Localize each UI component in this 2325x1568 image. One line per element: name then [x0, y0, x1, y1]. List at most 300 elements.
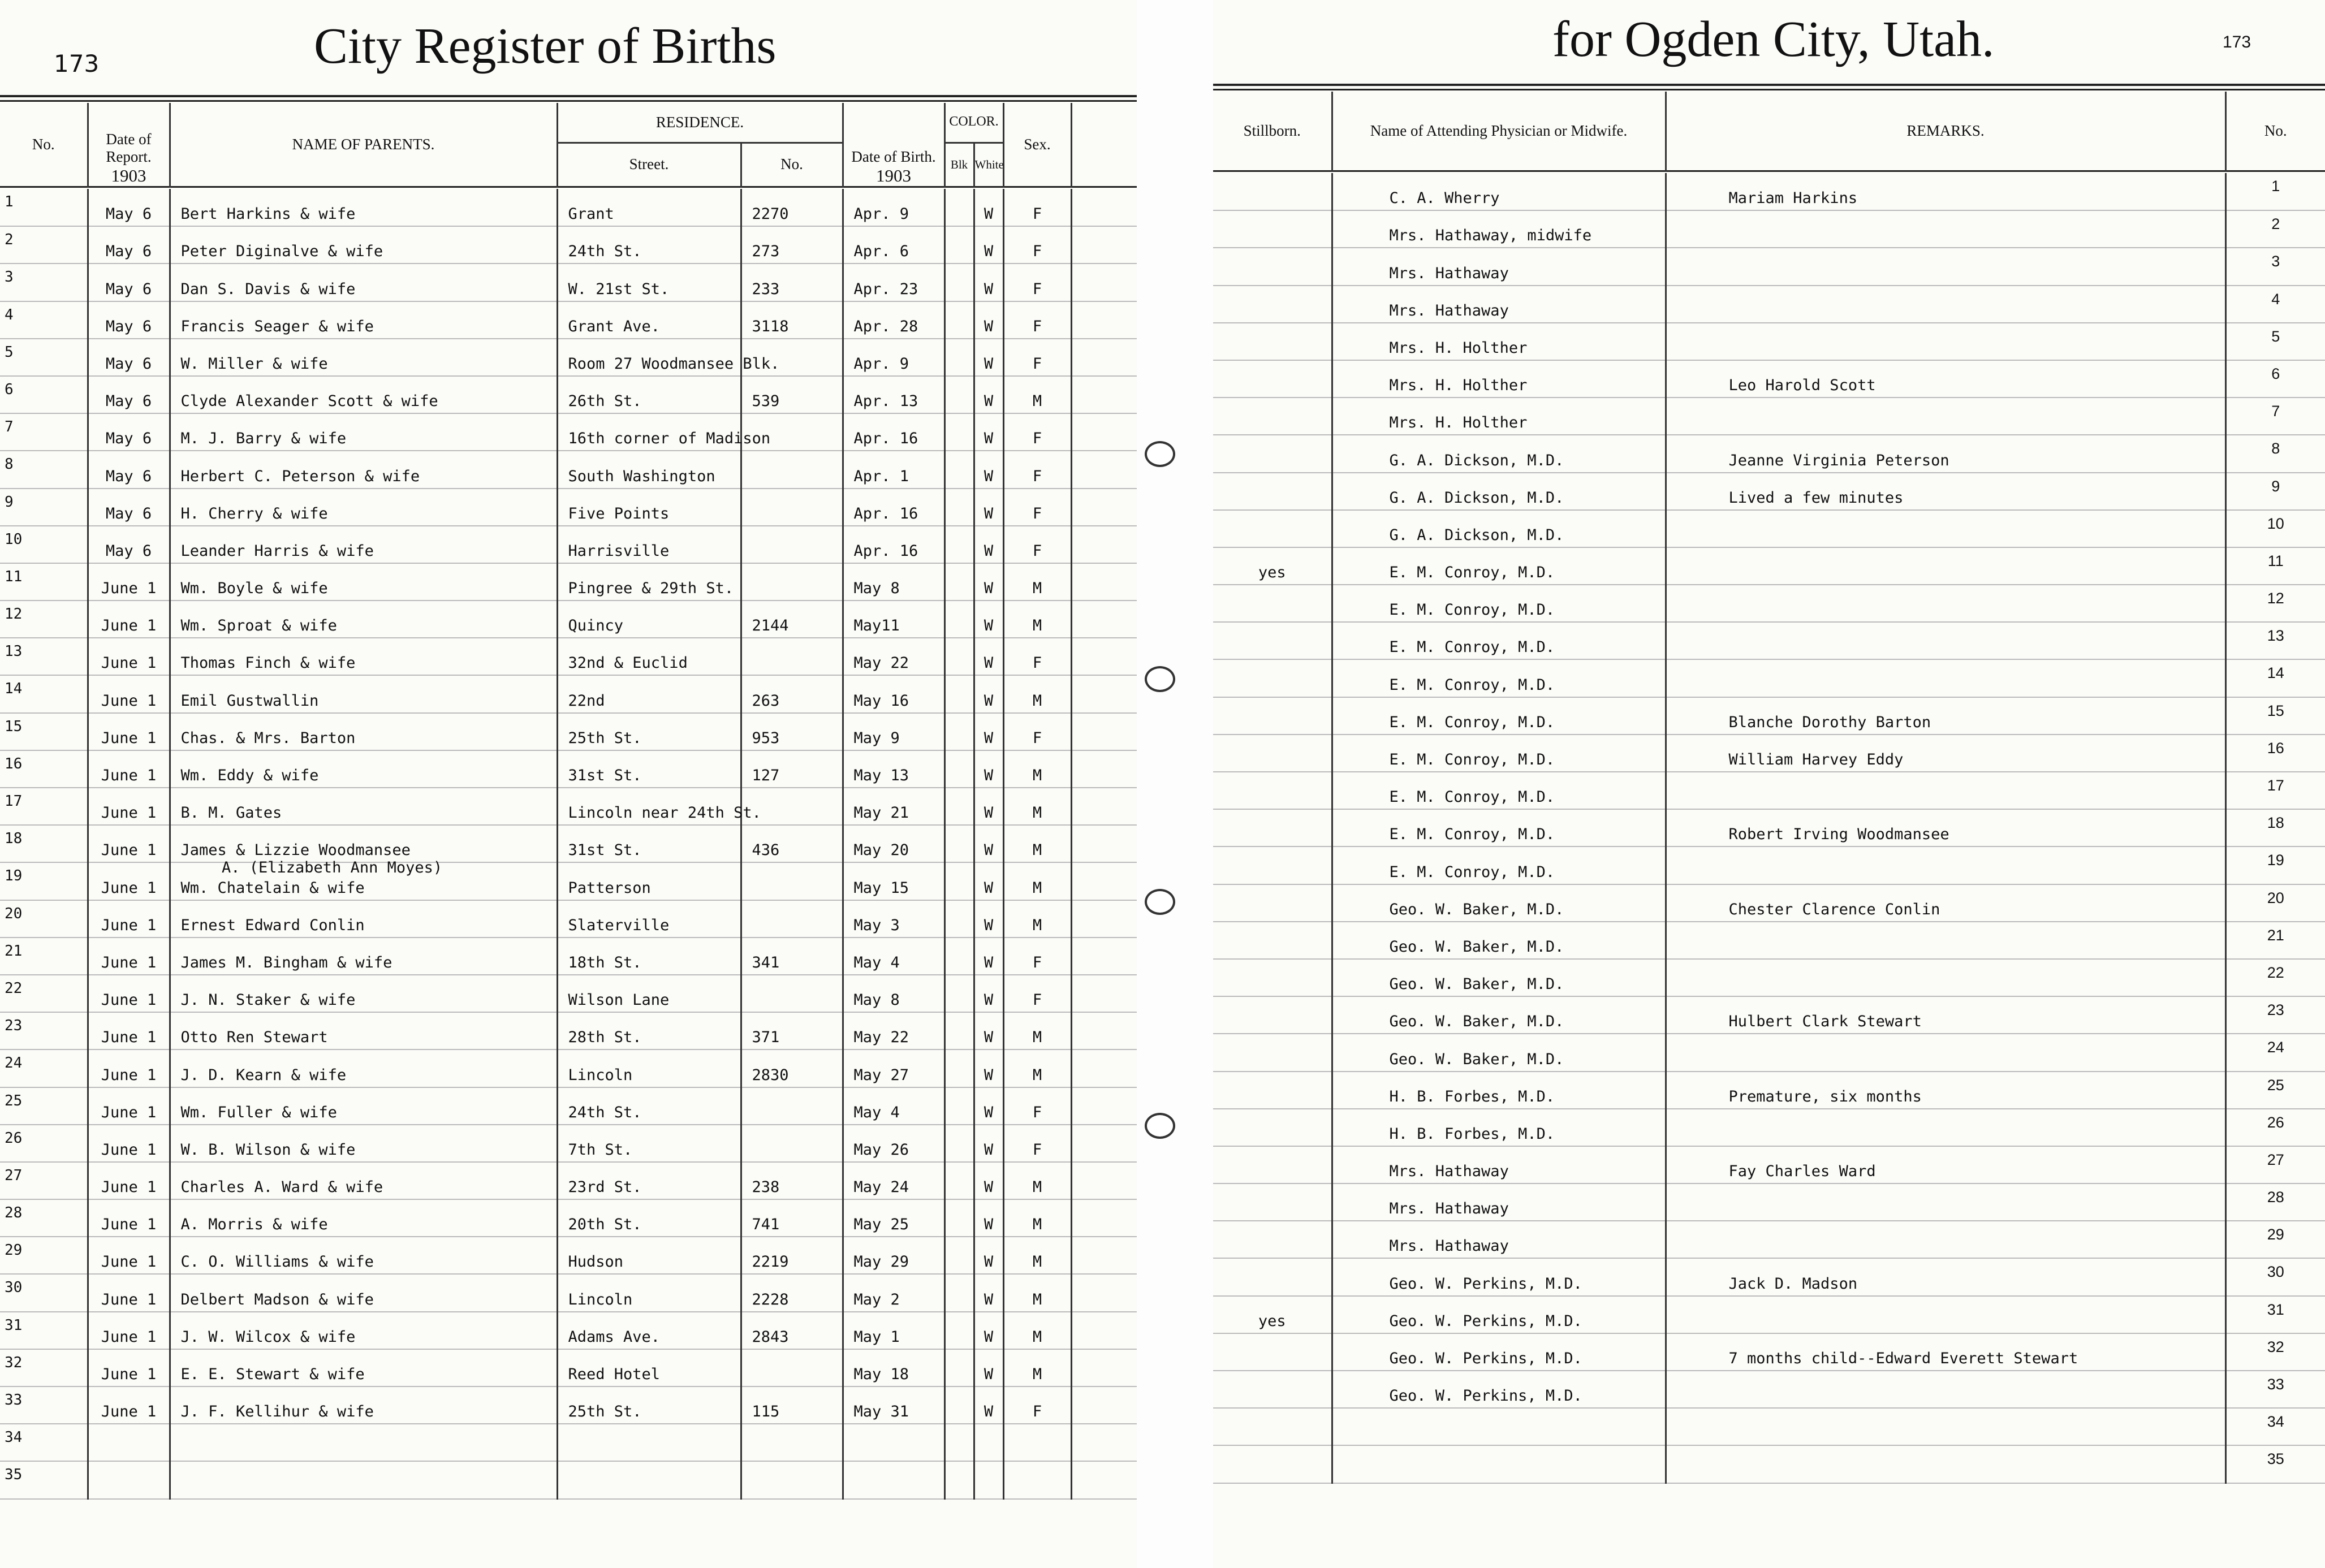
blank-cell	[1071, 825, 1137, 862]
color-blk	[944, 413, 974, 451]
row-number: 14	[2225, 659, 2325, 697]
table-row	[0, 1424, 1137, 1461]
row-number: 22	[2225, 959, 2325, 996]
color-blk	[944, 638, 974, 675]
blank-cell	[1071, 1125, 1137, 1162]
color-white: W	[974, 1274, 1003, 1311]
blank-cell	[1071, 675, 1137, 712]
row-number: 22	[0, 975, 88, 1012]
color-white: W	[974, 900, 1003, 938]
color-blk	[944, 601, 974, 638]
date-of-report: May 6	[88, 339, 170, 376]
color-white	[974, 1461, 1003, 1498]
row-number: 35	[2225, 1445, 2325, 1483]
date-of-birth: May 29	[843, 1237, 944, 1274]
date-of-report: June 1	[88, 1312, 170, 1349]
row-number: 4	[0, 301, 88, 339]
stillborn	[1213, 659, 1332, 697]
street-number: 115	[741, 1386, 843, 1424]
street-number: 436	[741, 825, 843, 862]
table-row	[0, 638, 1137, 675]
parents-name: Ernest Edward Conlin	[170, 900, 557, 938]
row-number: 21	[0, 938, 88, 975]
remarks	[1666, 1034, 2225, 1071]
blank-cell	[1071, 301, 1137, 339]
street: Reed Hotel	[557, 1349, 741, 1386]
row-number: 19	[2225, 846, 2325, 884]
sex: F	[1003, 1386, 1071, 1424]
remarks	[1666, 210, 2225, 248]
color-blk	[944, 862, 974, 900]
color-blk	[944, 226, 974, 264]
births-table-body	[0, 189, 1137, 1499]
blank-cell	[1071, 264, 1137, 301]
color-white: W	[974, 489, 1003, 526]
street-number: 263	[741, 675, 843, 712]
color-blk	[944, 1012, 974, 1049]
date-of-report: June 1	[88, 788, 170, 825]
table-row	[0, 451, 1137, 488]
row-number: 26	[2225, 1109, 2325, 1146]
blank-cell	[1071, 975, 1137, 1012]
blank-cell	[1071, 489, 1137, 526]
table-row	[0, 413, 1137, 451]
table-row	[0, 1274, 1137, 1311]
row-number: 32	[2225, 1333, 2325, 1371]
parents-name: Leander Harris & wife	[170, 526, 557, 563]
blank-cell	[1071, 1386, 1137, 1424]
table-row	[1213, 622, 2325, 659]
street-number: 2270	[741, 189, 843, 226]
color-blk	[944, 825, 974, 862]
blank-cell	[1071, 788, 1137, 825]
table-row	[1213, 1408, 2325, 1445]
blank-cell	[1071, 1349, 1137, 1386]
stillborn	[1213, 398, 1332, 435]
binding-gutter	[1137, 0, 1213, 1568]
street-number: 3118	[741, 301, 843, 339]
stillborn	[1213, 809, 1332, 846]
date-of-birth: May 9	[843, 713, 944, 750]
stillborn	[1213, 435, 1332, 472]
row-number: 29	[2225, 1221, 2325, 1258]
physician-name	[1332, 1445, 1666, 1483]
street: Slaterville	[557, 900, 741, 938]
row-number: 15	[2225, 697, 2325, 735]
remarks-table-body	[1213, 173, 2325, 1483]
stillborn	[1213, 922, 1332, 959]
date-of-report: May 6	[88, 264, 170, 301]
date-of-report: May 6	[88, 301, 170, 339]
physician-name: Mrs. Hathaway	[1332, 1146, 1666, 1183]
date-of-report: June 1	[88, 1087, 170, 1125]
street-number: 273	[741, 226, 843, 264]
parents-name: Wm. Sproat & wife	[170, 601, 557, 638]
row-number: 27	[2225, 1146, 2325, 1183]
row-number: 14	[0, 675, 88, 712]
table-row	[1213, 323, 2325, 360]
sex: M	[1003, 376, 1071, 413]
date-of-birth: Apr. 1	[843, 451, 944, 488]
color-white: W	[974, 788, 1003, 825]
date-of-report: June 1	[88, 601, 170, 638]
date-of-birth: Apr. 13	[843, 376, 944, 413]
street: Room 27 Woodmansee Blk.	[557, 339, 741, 376]
blank-cell	[1071, 750, 1137, 788]
table-row	[1213, 1296, 2325, 1333]
date-of-report: May 6	[88, 376, 170, 413]
parents-name: H. Cherry & wife	[170, 489, 557, 526]
date-of-birth: Apr. 28	[843, 301, 944, 339]
date-of-birth	[843, 1461, 944, 1498]
row-number: 17	[2225, 772, 2325, 809]
color-white	[974, 1424, 1003, 1461]
date-of-birth: May 16	[843, 675, 944, 712]
color-white: W	[974, 825, 1003, 862]
physician-name: Geo. W. Perkins, M.D.	[1332, 1371, 1666, 1408]
street: 18th St.	[557, 938, 741, 975]
parents-name: C. O. Williams & wife	[170, 1237, 557, 1274]
color-blk	[944, 1424, 974, 1461]
row-number: 13	[0, 638, 88, 675]
date-of-report: June 1	[88, 750, 170, 788]
color-white: W	[974, 601, 1003, 638]
blank-cell	[1071, 900, 1137, 938]
header-white: White	[974, 142, 1003, 187]
right-page-title: for Ogden City, Utah.	[1552, 11, 1995, 67]
sex: F	[1003, 451, 1071, 488]
street-number	[741, 900, 843, 938]
header-street: Street.	[557, 142, 741, 187]
parents-name: W. B. Wilson & wife	[170, 1125, 557, 1162]
street: 25th St.	[557, 713, 741, 750]
physician-name: Mrs. Hathaway	[1332, 248, 1666, 285]
date-of-birth: May 27	[843, 1049, 944, 1087]
blank-cell	[1071, 189, 1137, 226]
street-number	[741, 1424, 843, 1461]
street: Hudson	[557, 1237, 741, 1274]
date-of-report: June 1	[88, 862, 170, 900]
remarks	[1666, 1221, 2225, 1258]
physician-name: Mrs. H. Holther	[1332, 323, 1666, 360]
remarks: Chester Clarence Conlin	[1666, 884, 2225, 922]
remarks	[1666, 846, 2225, 884]
color-blk	[944, 1087, 974, 1125]
table-row	[0, 938, 1137, 975]
table-row	[1213, 1445, 2325, 1483]
physician-name: Geo. W. Baker, M.D.	[1332, 996, 1666, 1034]
parents-name: Dan S. Davis & wife	[170, 264, 557, 301]
color-white: W	[974, 301, 1003, 339]
color-white: W	[974, 1199, 1003, 1237]
color-blk	[944, 1312, 974, 1349]
physician-name: E. M. Conroy, M.D.	[1332, 585, 1666, 622]
color-blk	[944, 750, 974, 788]
parents-name: Wm. Boyle & wife	[170, 563, 557, 601]
table-row	[1213, 1109, 2325, 1146]
table-row	[1213, 173, 2325, 210]
color-blk	[944, 1162, 974, 1199]
sex: M	[1003, 601, 1071, 638]
table-row	[1213, 585, 2325, 622]
color-white: W	[974, 1125, 1003, 1162]
blank-cell	[1071, 1087, 1137, 1125]
table-row	[0, 1087, 1137, 1125]
sex: M	[1003, 750, 1071, 788]
table-row	[1213, 697, 2325, 735]
table-row	[1213, 1221, 2325, 1258]
street-number	[741, 1125, 843, 1162]
blank-cell	[1071, 938, 1137, 975]
color-white: W	[974, 226, 1003, 264]
parents-name: Otto Ren Stewart	[170, 1012, 557, 1049]
color-blk	[944, 1199, 974, 1237]
street: 24th St.	[557, 226, 741, 264]
table-row	[0, 526, 1137, 563]
stillborn	[1213, 884, 1332, 922]
street: 25th St.	[557, 1386, 741, 1424]
remarks	[1666, 772, 2225, 809]
street: South Washington	[557, 451, 741, 488]
row-number: 25	[0, 1087, 88, 1125]
header-date-of-birth	[843, 103, 944, 187]
row-number: 2	[0, 226, 88, 264]
color-white: W	[974, 1312, 1003, 1349]
row-number: 20	[2225, 884, 2325, 922]
remarks	[1666, 547, 2225, 585]
header-street-no: No.	[741, 142, 843, 187]
color-blk	[944, 938, 974, 975]
row-number: 16	[2225, 735, 2325, 772]
physician-name	[1332, 1408, 1666, 1445]
row-number: 34	[2225, 1408, 2325, 1445]
physician-name: H. B. Forbes, M.D.	[1332, 1109, 1666, 1146]
physician-name: Geo. W. Perkins, M.D.	[1332, 1296, 1666, 1333]
physician-name: Mrs. Hathaway	[1332, 286, 1666, 323]
table-row	[1213, 1333, 2325, 1371]
row-number: 11	[2225, 547, 2325, 585]
row-number: 2	[2225, 210, 2325, 248]
parents-name: Emil Gustwallin	[170, 675, 557, 712]
row-number: 15	[0, 713, 88, 750]
row-number: 30	[2225, 1258, 2325, 1295]
street: 7th St.	[557, 1125, 741, 1162]
stillborn	[1213, 959, 1332, 996]
color-white: W	[974, 1237, 1003, 1274]
row-number: 23	[0, 1012, 88, 1049]
parents-name: Charles A. Ward & wife	[170, 1162, 557, 1199]
left-page	[0, 0, 1138, 1568]
table-row	[0, 226, 1137, 264]
row-number: 4	[2225, 286, 2325, 323]
table-row	[0, 264, 1137, 301]
remarks: 7 months child--Edward Everett Stewart	[1666, 1333, 2225, 1371]
table-row	[0, 1199, 1137, 1237]
color-blk	[944, 189, 974, 226]
physician-name: E. M. Conroy, M.D.	[1332, 846, 1666, 884]
row-number: 24	[2225, 1034, 2325, 1071]
table-row	[0, 1349, 1137, 1386]
color-blk	[944, 900, 974, 938]
remarks	[1666, 1183, 2225, 1221]
street: Lincoln	[557, 1049, 741, 1087]
sex: F	[1003, 301, 1071, 339]
remarks: Lived a few minutes	[1666, 473, 2225, 510]
date-of-report	[88, 1461, 170, 1498]
remarks	[1666, 585, 2225, 622]
parents-name: M. J. Barry & wife	[170, 413, 557, 451]
street: Harrisville	[557, 526, 741, 563]
stillborn	[1213, 1333, 1332, 1371]
blank-cell	[1071, 451, 1137, 488]
table-row	[1213, 1034, 2325, 1071]
sex: F	[1003, 713, 1071, 750]
sex: F	[1003, 264, 1071, 301]
street: Lincoln	[557, 1274, 741, 1311]
table-row	[1213, 735, 2325, 772]
blank-cell	[1071, 1237, 1137, 1274]
stillborn	[1213, 210, 1332, 248]
table-row	[1213, 210, 2325, 248]
date-of-report: June 1	[88, 1386, 170, 1424]
remarks	[1666, 922, 2225, 959]
sex: F	[1003, 526, 1071, 563]
row-number: 18	[0, 825, 88, 862]
table-row	[0, 788, 1137, 825]
date-of-report: May 6	[88, 489, 170, 526]
stillborn	[1213, 286, 1332, 323]
row-number: 5	[2225, 323, 2325, 360]
row-number: 1	[0, 189, 88, 226]
table-row	[1213, 1183, 2325, 1221]
sex: M	[1003, 1049, 1071, 1087]
stillborn	[1213, 1221, 1332, 1258]
table-row	[0, 489, 1137, 526]
street: W. 21st St.	[557, 264, 741, 301]
stillborn: yes	[1213, 1296, 1332, 1333]
row-number: 28	[0, 1199, 88, 1237]
date-of-report: June 1	[88, 825, 170, 862]
table-row	[0, 750, 1137, 788]
parents-name: W. Miller & wife	[170, 339, 557, 376]
color-white: W	[974, 189, 1003, 226]
header-remarks: REMARKS.	[1666, 92, 2225, 171]
street: 31st St.	[557, 750, 741, 788]
row-number: 1	[2225, 173, 2325, 210]
parents-name: A. Morris & wife	[170, 1199, 557, 1237]
stillborn: yes	[1213, 547, 1332, 585]
street-number: 2144	[741, 601, 843, 638]
table-row	[1213, 996, 2325, 1034]
stillborn	[1213, 735, 1332, 772]
table-row	[1213, 1258, 2325, 1295]
date-of-report: June 1	[88, 1349, 170, 1386]
remarks: William Harvey Eddy	[1666, 735, 2225, 772]
date-of-birth	[843, 1424, 944, 1461]
color-white: W	[974, 1349, 1003, 1386]
table-row	[1213, 360, 2325, 398]
date-of-birth: Apr. 16	[843, 413, 944, 451]
blank-cell	[1071, 1012, 1137, 1049]
color-blk	[944, 376, 974, 413]
date-of-birth: May 2	[843, 1274, 944, 1311]
physician-name: Geo. W. Perkins, M.D.	[1332, 1333, 1666, 1371]
color-white: W	[974, 1087, 1003, 1125]
left-page-title: City Register of Births	[314, 18, 777, 74]
physician-name: Geo. W. Baker, M.D.	[1332, 884, 1666, 922]
table-row	[0, 862, 1137, 900]
physician-name: E. M. Conroy, M.D.	[1332, 809, 1666, 846]
blank-cell	[1071, 601, 1137, 638]
stillborn	[1213, 1146, 1332, 1183]
color-white: W	[974, 1049, 1003, 1087]
sex: F	[1003, 1125, 1071, 1162]
sex: M	[1003, 1274, 1071, 1311]
date-of-report: June 1	[88, 675, 170, 712]
color-white: W	[974, 339, 1003, 376]
date-of-birth: May 26	[843, 1125, 944, 1162]
color-white: W	[974, 938, 1003, 975]
date-of-birth: May 24	[843, 1162, 944, 1199]
blank-cell	[1071, 862, 1137, 900]
physician-name: H. B. Forbes, M.D.	[1332, 1072, 1666, 1109]
stillborn	[1213, 1445, 1332, 1483]
table-row	[0, 975, 1137, 1012]
table-row	[1213, 922, 2325, 959]
street: Adams Ave.	[557, 1312, 741, 1349]
row-number: 26	[0, 1125, 88, 1162]
sex: M	[1003, 675, 1071, 712]
date-of-birth: May 1	[843, 1312, 944, 1349]
sex: M	[1003, 1162, 1071, 1199]
date-of-birth: Apr. 9	[843, 339, 944, 376]
row-number: 11	[0, 563, 88, 601]
color-blk	[944, 264, 974, 301]
street: 23rd St.	[557, 1162, 741, 1199]
remarks: Fay Charles Ward	[1666, 1146, 2225, 1183]
physician-name: Geo. W. Baker, M.D.	[1332, 1034, 1666, 1071]
stillborn	[1213, 697, 1332, 735]
remarks: Leo Harold Scott	[1666, 360, 2225, 398]
blank-cell	[1071, 1274, 1137, 1311]
stillborn	[1213, 323, 1332, 360]
color-white: W	[974, 638, 1003, 675]
date-of-report	[88, 1424, 170, 1461]
color-white: W	[974, 451, 1003, 488]
parents-name: Bert Harkins & wife	[170, 189, 557, 226]
remarks: Blanche Dorothy Barton	[1666, 697, 2225, 735]
color-blk	[944, 526, 974, 563]
blank-cell	[1071, 638, 1137, 675]
blank-cell	[1071, 1199, 1137, 1237]
stillborn	[1213, 510, 1332, 547]
header-blk: Blk	[944, 142, 974, 187]
parents-name: Delbert Madson & wife	[170, 1274, 557, 1311]
stillborn	[1213, 173, 1332, 210]
date-of-birth: May 4	[843, 938, 944, 975]
remarks	[1666, 1371, 2225, 1408]
table-row	[1213, 1371, 2325, 1408]
table-row	[0, 1386, 1137, 1424]
table-row	[0, 1237, 1137, 1274]
street: 20th St.	[557, 1199, 741, 1237]
color-blk	[944, 975, 974, 1012]
street-number: 233	[741, 264, 843, 301]
street: Lincoln near 24th St.	[557, 788, 741, 825]
header-date-of-report	[88, 103, 170, 187]
remarks: Hulbert Clark Stewart	[1666, 996, 2225, 1034]
sex: F	[1003, 339, 1071, 376]
